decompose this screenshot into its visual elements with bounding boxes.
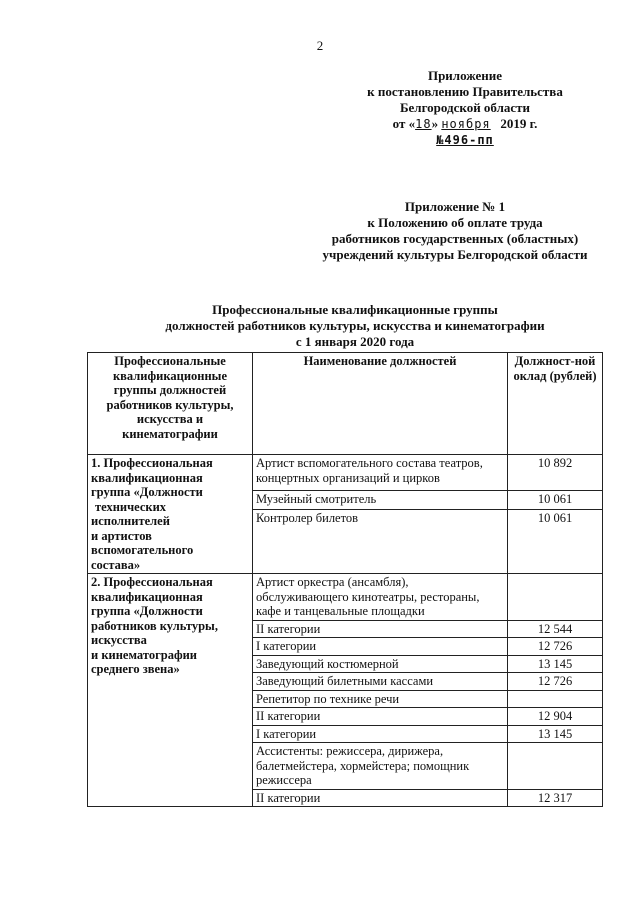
date-prefix: от « — [392, 116, 416, 131]
appendix-date — [340, 116, 590, 132]
title-line-2: должностей работников культуры, искусства и кинематографии — [165, 318, 545, 333]
appendix-header — [340, 68, 590, 148]
salary-value — [508, 574, 603, 621]
position-name: II категории — [253, 620, 508, 638]
position-name: Заведующий костюмерной — [253, 655, 508, 673]
table-header-row — [88, 353, 603, 455]
sub-appendix-line-4: учреждений культуры Белгородской области — [322, 247, 588, 262]
position-name: Музейный смотритель — [253, 490, 508, 509]
sub-appendix-title: Приложение № 1 — [404, 199, 506, 214]
salary-value: 12 317 — [508, 789, 603, 807]
salary-table — [87, 352, 603, 807]
appendix-line-3: Белгородской области — [399, 100, 531, 115]
date-year: 2019 г. — [500, 116, 538, 131]
appendix-title: Приложение — [427, 68, 503, 83]
position-name: II категории — [253, 789, 508, 807]
salary-value: 12 726 — [508, 673, 603, 691]
salary-value: 10 061 — [508, 510, 603, 574]
table-row — [88, 574, 603, 621]
date-month: ноября — [441, 117, 491, 131]
position-name: II категории — [253, 708, 508, 726]
sub-appendix-line-2: к Положению об оплате труда — [367, 215, 543, 230]
position-name: Артист оркестра (ансамбля), обслуживающего кинотеатры, рестораны, кафе и танцевальные площадки — [253, 574, 508, 621]
salary-value: 10 061 — [508, 490, 603, 509]
position-name: I категории — [253, 638, 508, 656]
date-mid: » — [431, 116, 439, 131]
header-positions: Наименование должностей — [253, 353, 508, 455]
salary-value: 13 145 — [508, 725, 603, 743]
appendix-line-2: к постановлению Правительства — [367, 84, 563, 99]
group-2-name: 2. Профессиональная квалификационная группа «Должности работников культуры, искусства и кинематографии среднего звена» — [88, 574, 253, 807]
position-name: Контролер билетов — [253, 510, 508, 574]
salary-value: 12 544 — [508, 620, 603, 638]
salary-value: 10 892 — [508, 455, 603, 491]
title-line-3: с 1 января 2020 года — [295, 334, 415, 349]
salary-value: 12 904 — [508, 708, 603, 726]
salary-value — [508, 743, 603, 790]
header-groups: Профессиональные квалификационные группы должностей работников культуры, искусства и кинематографии — [88, 353, 253, 455]
header-salary: Должност-ной оклад (рублей) — [508, 353, 603, 455]
position-name: Ассистенты: режиссера, дирижера, балетмейстера, хормейстера; помощник режиссера — [253, 743, 508, 790]
date-day: 18 — [415, 117, 432, 131]
position-name: Артист вспомогательного состава театров, концертных организаций и цирков — [253, 455, 508, 491]
table-row — [88, 455, 603, 491]
sub-appendix-header — [300, 199, 610, 263]
appendix-number: №496-пп — [436, 133, 494, 147]
title-line-1: Профессиональные квалификационные группы — [212, 302, 498, 317]
position-name: Заведующий билетными кассами — [253, 673, 508, 691]
position-name: I категории — [253, 725, 508, 743]
sub-appendix-line-3: работников государственных (областных) — [331, 231, 579, 246]
salary-value: 12 726 — [508, 638, 603, 656]
group-1-name: 1. Профессиональная квалификационная группа «Должности технических исполнителей и артистов вспомогательного состава» — [88, 455, 253, 574]
position-name: Репетитор по технике речи — [253, 690, 508, 708]
document-title — [120, 302, 590, 350]
salary-value — [508, 690, 603, 708]
salary-value: 13 145 — [508, 655, 603, 673]
page-number: 2 — [316, 38, 324, 53]
